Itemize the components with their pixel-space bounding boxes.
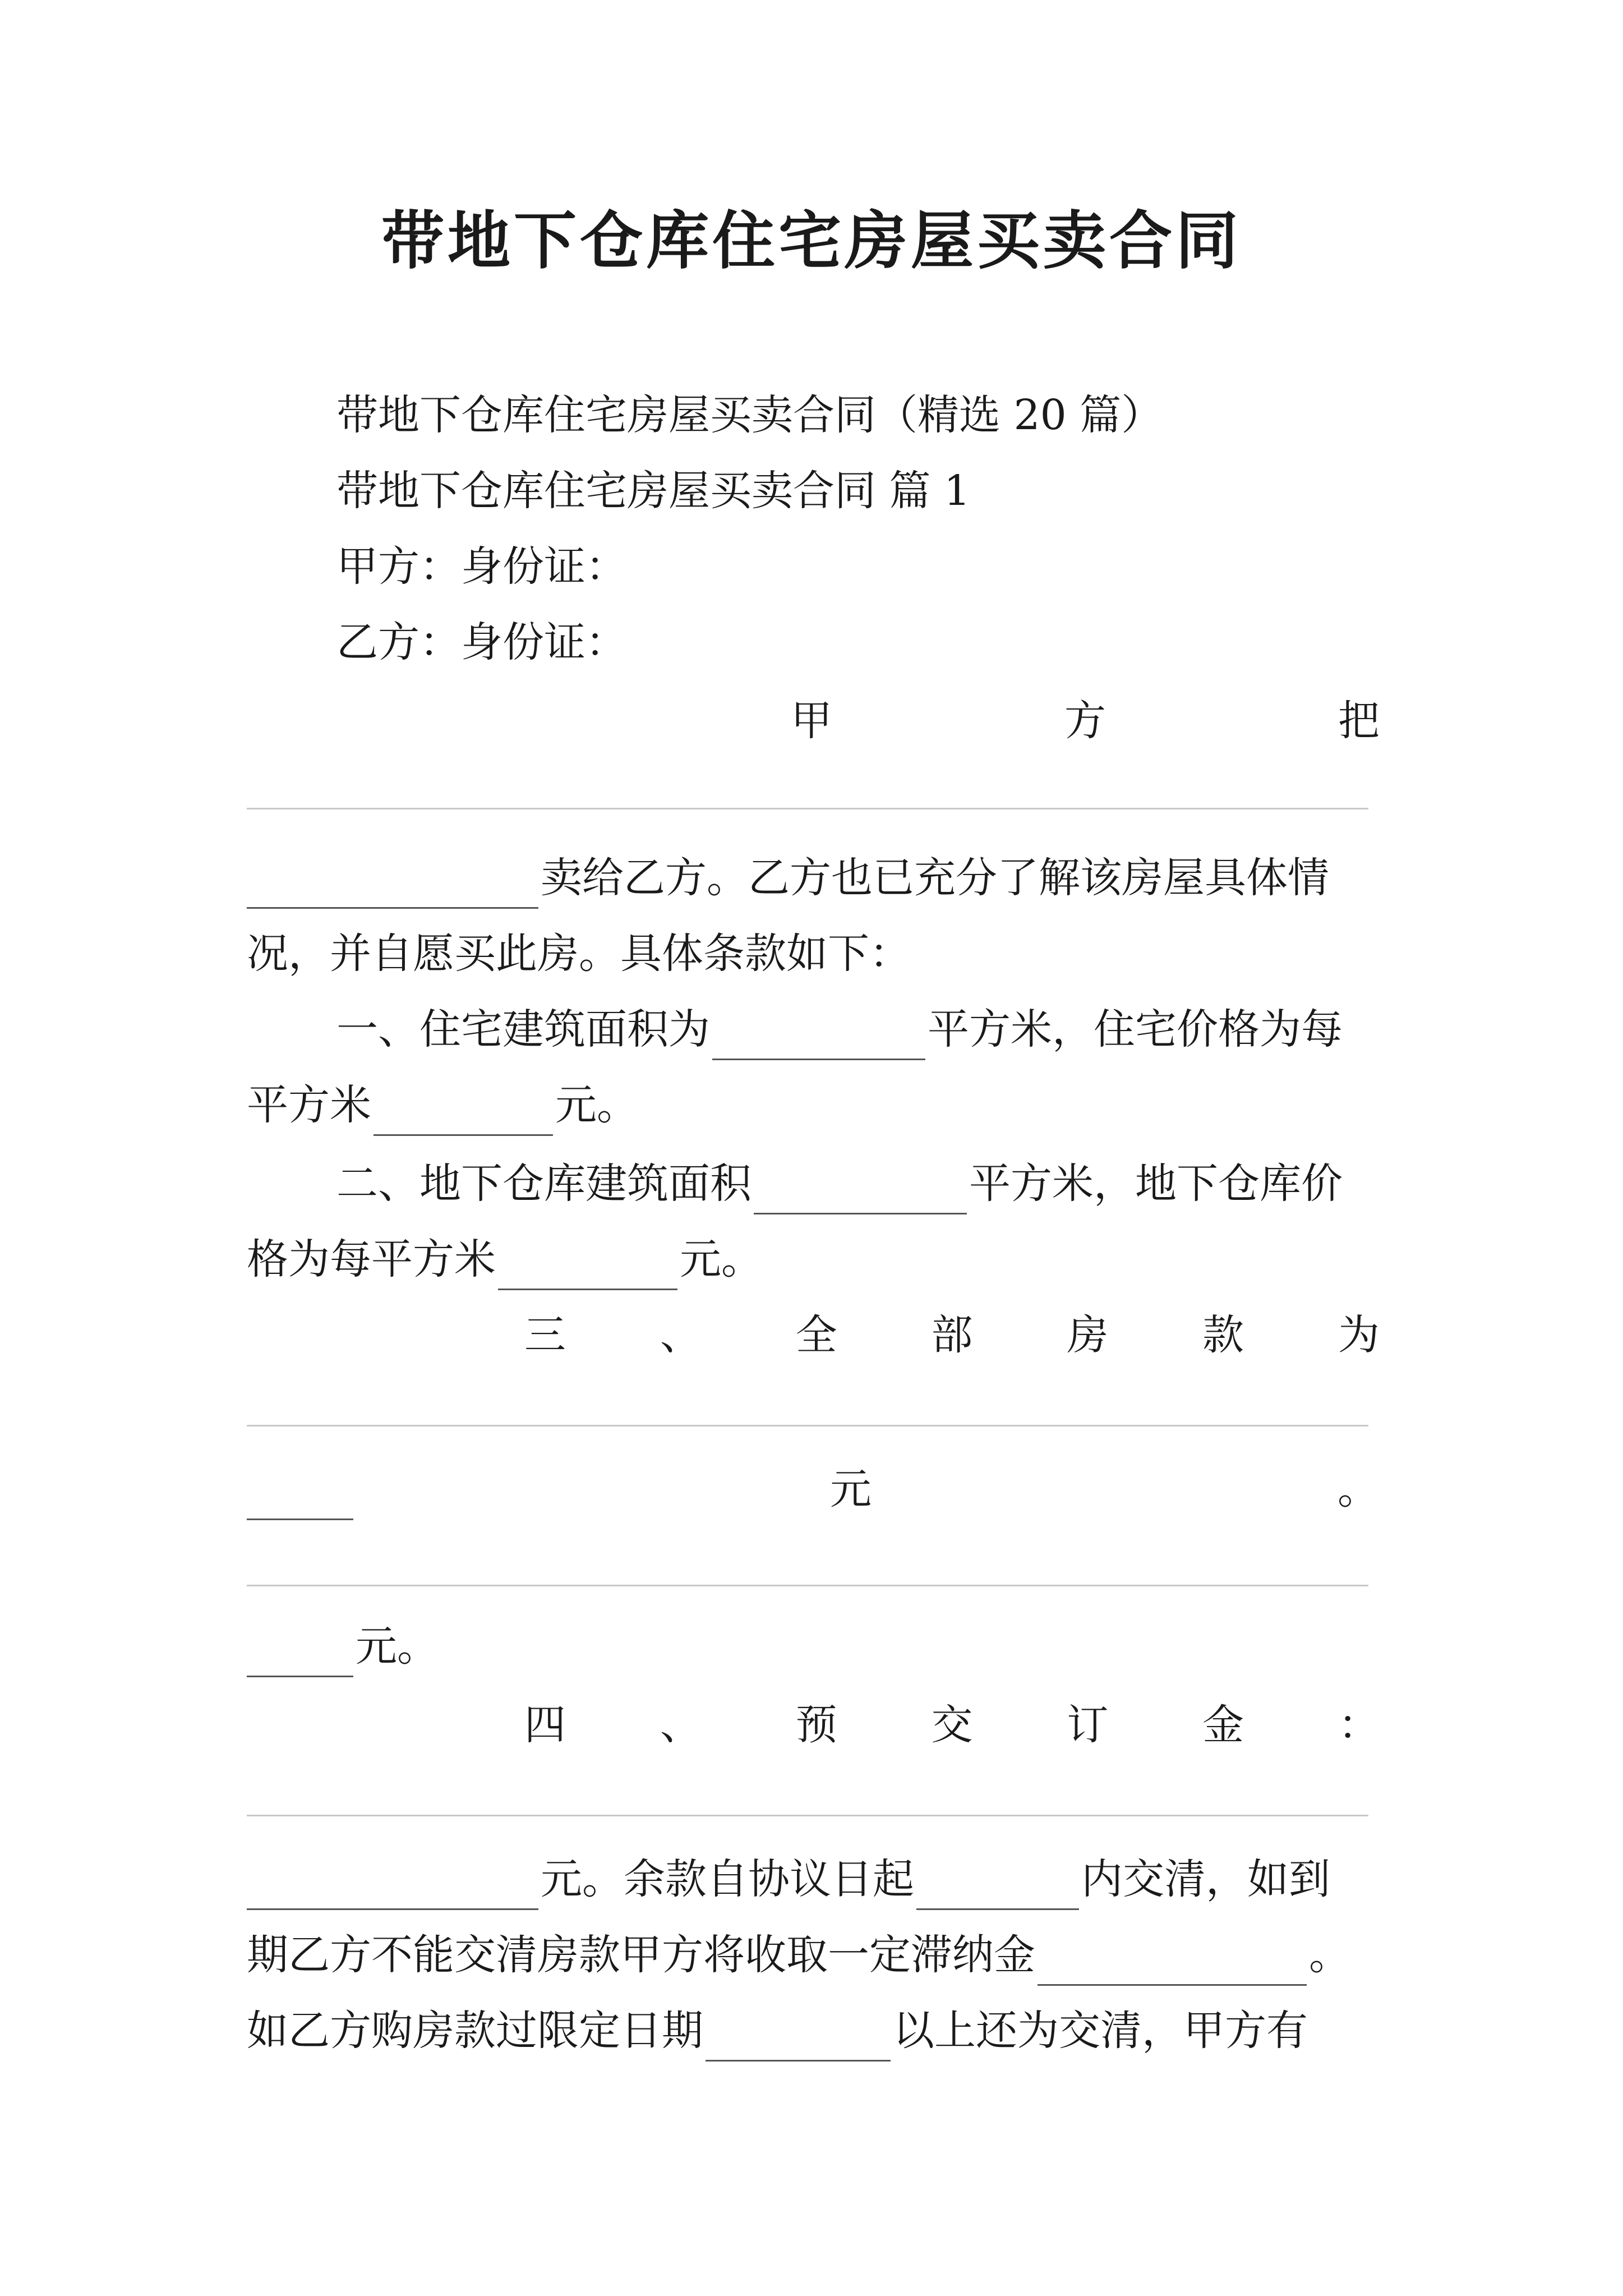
paragraph-line xyxy=(247,847,1380,909)
justified-char: 为 xyxy=(1338,1311,1380,1359)
subtitle-text: 带地下仓库住宅房屋买卖合同（精选 20 篇） xyxy=(336,391,1163,439)
paragraph-text: 以上还为交清，甲方有 xyxy=(893,2007,1308,2055)
fill-blank xyxy=(706,2012,891,2062)
fill-blank xyxy=(712,1010,925,1060)
justified-char: 、 xyxy=(660,1311,702,1359)
clause-3-line xyxy=(524,1304,1380,1366)
fill-blank xyxy=(247,1627,353,1677)
blank-rule xyxy=(247,808,1368,809)
party-a-text: 甲方：身份证： xyxy=(336,542,627,591)
paragraph-text: 平方米，住宅价格为每 xyxy=(928,1005,1343,1053)
paragraph-text: 期乙方不能交清房款甲方将收取一定滞纳金 xyxy=(247,1931,1035,1979)
justified-char: 款 xyxy=(1202,1311,1244,1359)
fill-blank xyxy=(754,1165,967,1214)
fill-blank xyxy=(247,1470,353,1520)
justified-char: ： xyxy=(1338,1701,1380,1749)
justified-chars xyxy=(524,1694,1380,1756)
subtitle-line xyxy=(247,384,1469,446)
justified-char: 方 xyxy=(1064,697,1106,745)
justified-char: 全 xyxy=(795,1311,837,1359)
paragraph-text: 平方米 xyxy=(247,1081,371,1129)
justified-char: 甲 xyxy=(791,697,832,745)
paragraph-text: 卖给乙方。乙方也已充分了解该房屋具体情 xyxy=(541,854,1329,902)
paragraph-line xyxy=(247,923,1380,984)
blank-rule xyxy=(247,1425,1368,1427)
justified-char: 订 xyxy=(1067,1701,1109,1749)
section-heading-text: 带地下仓库住宅房屋买卖合同 篇 1 xyxy=(336,467,971,515)
justified-char: 房 xyxy=(1067,1311,1109,1359)
party-a-line xyxy=(247,536,1469,597)
party-b-line xyxy=(247,611,1469,673)
clause-justified-line-1 xyxy=(791,690,1380,752)
paragraph-text: 二、地下仓库建筑面积 xyxy=(336,1159,751,1208)
paragraph-text: 内交清，如到 xyxy=(1081,1855,1330,1903)
justified-char: 预 xyxy=(795,1701,837,1749)
section-heading xyxy=(247,460,1469,522)
fill-blank xyxy=(1038,1936,1307,1986)
justified-char: 交 xyxy=(931,1701,973,1749)
paragraph-text: 元。余款自协议日起 xyxy=(541,1855,914,1903)
justified-char: 把 xyxy=(1338,697,1380,745)
clause-1-line xyxy=(247,999,1469,1060)
clause-4-continued xyxy=(247,2000,1380,2062)
paragraph-text: 一、住宅建筑面积为 xyxy=(336,1005,710,1053)
paragraph-text: 。 xyxy=(1309,1931,1350,1979)
fill-blank xyxy=(374,1086,553,1136)
paragraph-text: 格为每平方米 xyxy=(247,1235,496,1283)
justified-char: 三 xyxy=(524,1311,566,1359)
justified-chars xyxy=(791,690,1380,752)
clause-4-continued xyxy=(247,1848,1380,1910)
paragraph-text: 平方米，地下仓库价 xyxy=(969,1159,1343,1208)
fill-blank xyxy=(916,1860,1079,1910)
justified-char: 四 xyxy=(524,1701,566,1749)
clause-1-continued xyxy=(247,1074,1380,1136)
clause-3-continued xyxy=(247,1458,1380,1520)
justified-chars xyxy=(524,1304,1380,1366)
paragraph-text: 元。 xyxy=(555,1081,638,1129)
justified-char: 部 xyxy=(931,1311,973,1359)
fill-blank xyxy=(498,1240,677,1290)
paragraph-text: 如乙方购房款过限定日期 xyxy=(247,2007,703,2055)
clause-4-line xyxy=(524,1694,1380,1756)
blank-rule xyxy=(247,1815,1368,1816)
document-title: 带地下仓库住宅房屋买卖合同 xyxy=(381,205,1242,278)
paragraph-text: 况，并自愿买此房。具体条款如下： xyxy=(247,930,911,978)
clause-2-continued xyxy=(247,1228,1380,1290)
blank-rule xyxy=(247,1585,1368,1586)
party-b-text: 乙方：身份证： xyxy=(336,618,627,666)
fill-blank xyxy=(247,859,538,909)
clause-2-line xyxy=(247,1153,1469,1214)
paragraph-text: 元 xyxy=(830,1465,872,1513)
paragraph-text: 元。 xyxy=(356,1622,439,1671)
justified-char: 、 xyxy=(660,1701,702,1749)
paragraph-text: 元。 xyxy=(680,1235,763,1283)
clause-4-continued xyxy=(247,1924,1380,1986)
justified-char: 金 xyxy=(1202,1701,1244,1749)
fill-blank xyxy=(247,1860,538,1910)
paragraph-text: 。 xyxy=(1338,1465,1379,1513)
clause-3-amount xyxy=(247,1616,1380,1677)
